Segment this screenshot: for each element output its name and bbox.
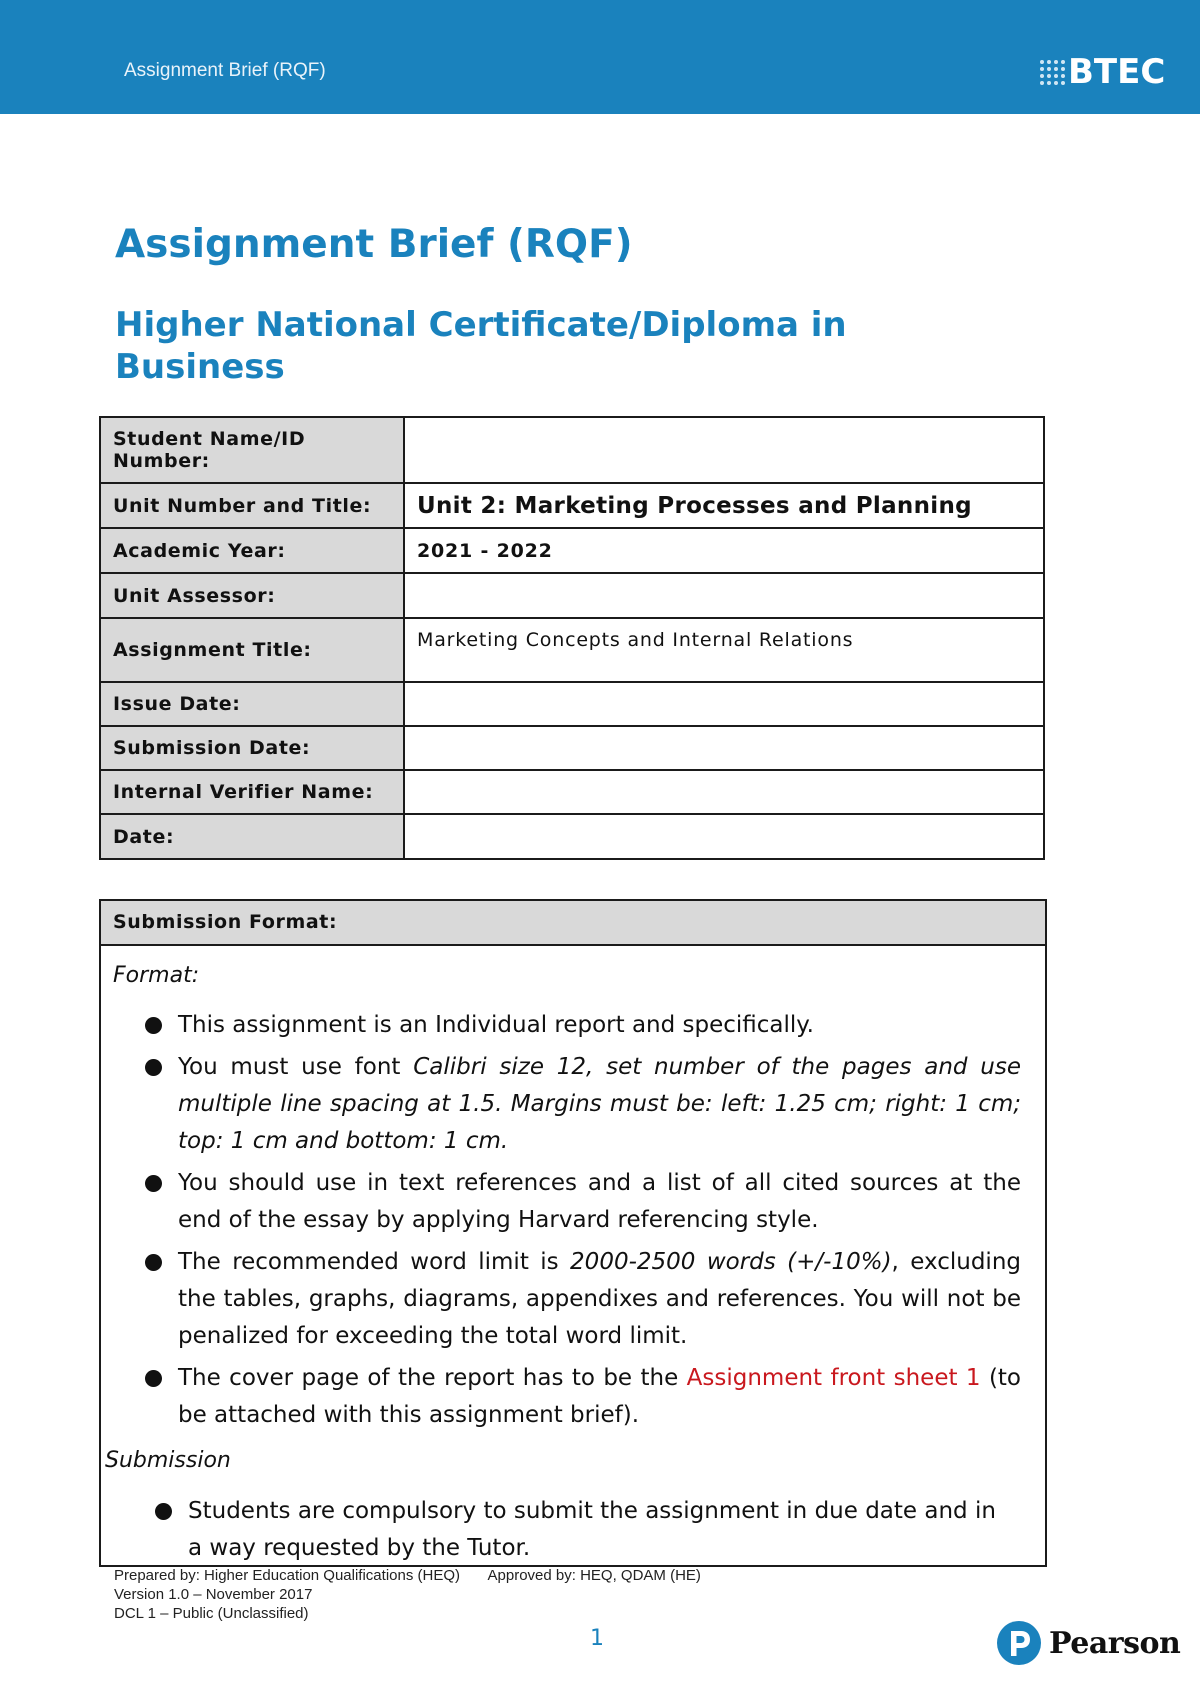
table-row [100,814,1044,859]
table-row [100,770,1044,814]
unit-assessor-value [404,573,1044,618]
assignment-front-sheet-link[interactable]: Assignment front sheet 1 [686,1365,981,1391]
issue-date-label: Issue Date: [100,682,404,726]
bullet-icon [155,1503,172,1520]
list-item [141,1165,1021,1239]
btec-logo-text: BTEC [1068,52,1166,92]
student-name-value [404,417,1044,483]
unit-number-value: Unit 2: Marketing Processes and Planning [404,483,1044,528]
student-name-label: Student Name/ID Number: [100,417,404,483]
table-row [100,528,1044,573]
bullet-text: The cover page of the report has to be the Assignment front sheet 1 (to be attached with this assignment brief). [178,1365,1022,1428]
unit-assessor-label: Unit Assessor: [100,573,404,618]
list-item [151,1493,1013,1567]
btec-logo [1040,50,1165,94]
document-subtitle: Higher National Certificate/Diploma in Business [115,305,847,387]
version: Version 1.0 – November 2017 [114,1586,313,1603]
classification: DCL 1 – Public (Unclassified) [114,1605,309,1622]
internal-verifier-value [404,770,1044,814]
prepared-by: Prepared by: Higher Education Qualifications (HEQ) [114,1567,460,1584]
list-item [141,1007,1021,1044]
format-label: Format: [113,963,200,988]
list-item [141,1049,1021,1160]
font-requirements: Calibri size 12, set number of the pages and use multiple line spacing at 1.5. Margins must be: left: 1.25 cm; right: 1 cm; top: 1 cm and bottom: 1 cm. [178,1054,1021,1154]
table-row [100,682,1044,726]
list-item [141,1360,1021,1434]
table-row [100,483,1044,528]
assignment-info-table [99,416,1045,860]
table-row [100,573,1044,618]
bullet-text: Students are compulsory to submit the assignment in due date and in a way requested by the Tutor. [188,1498,996,1561]
document-title: Assignment Brief (RQF) [115,222,633,267]
submission-format-heading: Submission Format: [101,901,1045,946]
pearson-p-icon [996,1620,1042,1666]
date-value [404,814,1044,859]
table-row [100,417,1044,483]
issue-date-value [404,682,1044,726]
bullet-icon [145,1254,162,1271]
pearson-logo-text: Pearson [1049,1625,1181,1661]
approved-by: Approved by: HEQ, QDAM (HE) [487,1567,701,1584]
submission-date-label: Submission Date: [100,726,404,770]
header-title: Assignment Brief (RQF) [124,60,326,81]
bullet-text: The recommended word limit is 2000-2500 words (+/-10%), excluding the tables, graphs, diagrams, appendixes and references. You will not be penalized for exceeding the total word limit. [178,1249,1022,1349]
header-banner [0,0,1200,114]
btec-dots-icon [1040,60,1065,85]
internal-verifier-label: Internal Verifier Name: [100,770,404,814]
academic-year-label: Academic Year: [100,528,404,573]
bullet-icon [145,1175,162,1192]
footer-meta [114,1566,701,1623]
bullet-text: You must use font Calibri size 12, set number of the pages and use multiple line spacing at 1.5. Margins must be: left: 1.25 cm; right: 1 cm; top: 1 cm and bottom: 1 cm. [178,1054,1021,1154]
bullet-text: This assignment is an Individual report and specifically. [178,1012,814,1038]
submission-format-box [99,899,1047,1567]
unit-number-label: Unit Number and Title: [100,483,404,528]
submission-date-value [404,726,1044,770]
submission-label: Submission [105,1448,231,1473]
date-label: Date: [100,814,404,859]
bullet-icon [145,1059,162,1076]
word-limit: 2000-2500 words (+/-10%) [570,1249,892,1275]
bullet-icon [145,1370,162,1387]
table-row [100,618,1044,682]
bullet-icon [145,1017,162,1034]
page-number: 1 [590,1626,604,1651]
table-row [100,726,1044,770]
list-item [141,1244,1021,1355]
assignment-title-label: Assignment Title: [100,618,404,682]
pearson-logo [996,1620,1180,1666]
academic-year-value: 2021 - 2022 [404,528,1044,573]
bullet-text: You should use in text references and a list of all cited sources at the end of the essay by applying Harvard referencing style. [178,1170,1021,1233]
assignment-title-value: Marketing Concepts and Internal Relations [404,618,1044,682]
